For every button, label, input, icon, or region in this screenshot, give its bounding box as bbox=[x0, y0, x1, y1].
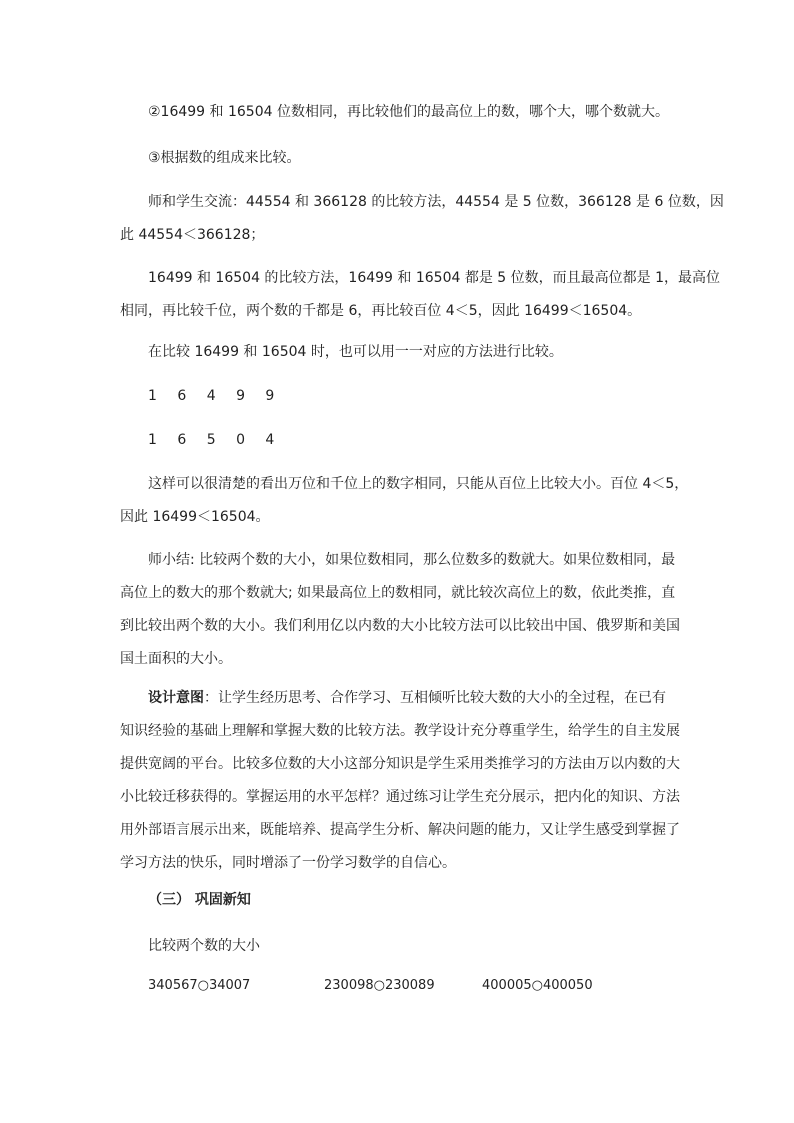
paragraph-compare bbox=[120, 262, 721, 328]
text-line: 师和学生交流：44554 和 366128 的比较方法，44554 是 5 位数，366128 是 6 位数，因 bbox=[148, 194, 724, 210]
text-line: 知识经验的基础上理解和掌握大数的比较方法。教学设计充分尊重学生，给学生的自主发展 bbox=[120, 723, 680, 739]
digits-text: 1 6 4 9 9 bbox=[148, 388, 283, 404]
paragraph-exchange bbox=[120, 186, 724, 252]
paragraph-clear bbox=[120, 468, 689, 534]
text-line: 国土面积的大小。 bbox=[120, 651, 232, 667]
text-line: 小比较迁移获得的。掌握运用的水平怎样？通过练习让学生充分展示，把内化的知识、方法 bbox=[120, 789, 680, 805]
text-line: 到比较出两个数的大小。我们利用亿以内数的大小比较方法可以比较出中国、俄罗斯和美国 bbox=[120, 618, 680, 634]
text-line: ②16499 和 16504 位数相同，再比较他们的最高位上的数，哪个大，哪个数就大。 bbox=[148, 104, 669, 120]
exercise-item: 230098○230089 bbox=[324, 978, 435, 993]
design-label: 设计意图 bbox=[148, 690, 204, 706]
paragraph-one-to-one bbox=[120, 336, 680, 369]
text-line: 高位上的数大的那个数就大; 如果最高位上的数相同，就比较次高位上的数，依此类推，直 bbox=[120, 585, 676, 601]
text-line: 相同，再比较千位，两个数的千都是 6，再比较百位 4＜5，因此 16499＜16504。 bbox=[120, 303, 642, 319]
exercise-item: 340567○34007 bbox=[148, 978, 251, 993]
digits-text: 1 6 5 0 4 bbox=[148, 432, 283, 448]
exercise-row bbox=[148, 978, 628, 1002]
paragraph-item-3 bbox=[120, 142, 680, 175]
text-line: 此 44554＜366128； bbox=[120, 227, 265, 243]
text-line: 提供宽阔的平台。比较多位数的大小这部分知识是学生采用类推学习的方法由万以内数的大 bbox=[120, 756, 680, 772]
text-line: 在比较 16499 和 16504 时，也可以用一一对应的方法进行比较。 bbox=[148, 344, 563, 360]
paragraph-item-2 bbox=[120, 96, 680, 129]
text-line: 16499 和 16504 的比较方法，16499 和 16504 都是 5 位数，而且最高位都是 1，最高位 bbox=[148, 270, 721, 286]
section-heading bbox=[120, 884, 680, 917]
text-line bbox=[120, 682, 680, 715]
text-line: 比较两个数的大小 bbox=[148, 938, 260, 954]
section-title: （三） 巩固新知 bbox=[148, 892, 251, 908]
text-line: 这样可以很清楚的看出万位和千位上的数字相同，只能从百位上比较大小。百位 4＜5， bbox=[148, 476, 689, 492]
text-line: ③根据数的组成来比较。 bbox=[148, 150, 301, 166]
paragraph-summary bbox=[120, 544, 680, 676]
paragraph-design-intent bbox=[120, 682, 680, 880]
design-text: ：让学生经历思考、合作学习、互相倾听比较大数的大小的全过程，在已有 bbox=[204, 690, 666, 706]
text-line: 因此 16499＜16504。 bbox=[120, 509, 270, 525]
digits-row-2 bbox=[120, 424, 680, 457]
text-line: 用外部语言展示出来，既能培养、提高学生分析、解决问题的能力，又让学生感受到掌握了 bbox=[120, 822, 680, 838]
exercise-item: 400005○400050 bbox=[482, 978, 593, 993]
exercise-prompt bbox=[120, 930, 680, 963]
digits-row-1 bbox=[120, 380, 680, 413]
text-line: 师小结: 比较两个数的大小，如果位数相同，那么位数多的数就大。如果位数相同，最 bbox=[148, 552, 676, 568]
text-line: 学习方法的快乐，同时增添了一份学习数学的自信心。 bbox=[120, 855, 456, 871]
